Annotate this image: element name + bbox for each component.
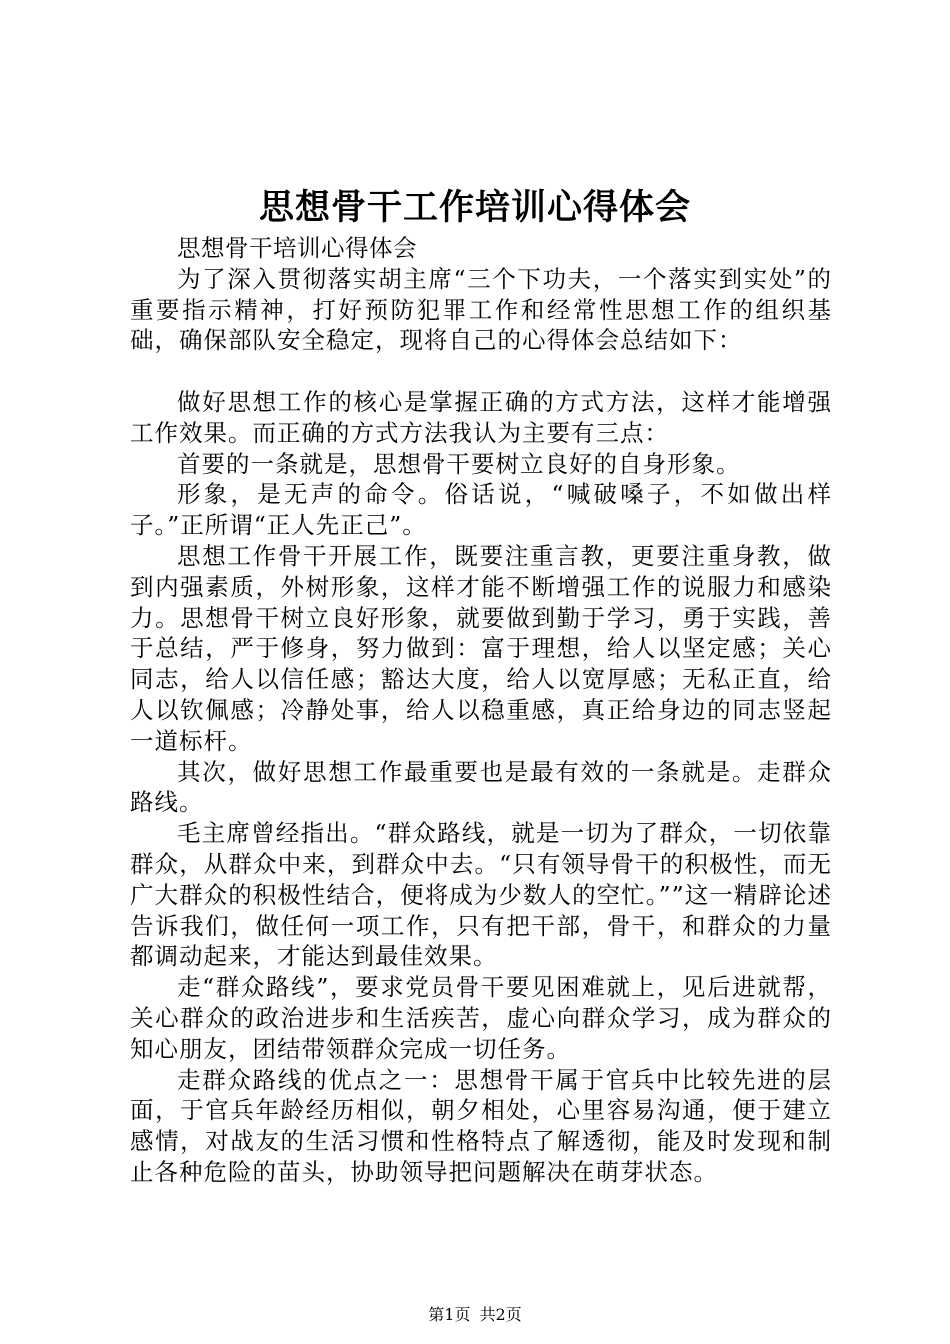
page-footer — [0, 1305, 950, 1325]
intro-paragraph: 为了深入贯彻落实胡主席“三个下功夫，一个落实到实处”的重要指示精神，打好预防犯罪工作和经常性思想工作的组织基础，确保部队安全稳定，现将自己的心得体会总结如下： — [130, 264, 832, 355]
blank-line — [130, 356, 832, 387]
mass-line-paragraph: 走“群众路线”，要求党员骨干要见困难就上，见后进就帮，关心群众的政治进步和生活疾苦，虚心向群众学习，成为群众的知心朋友，团结带领群众完成一切任务。 — [130, 973, 832, 1063]
subtitle-paragraph: 思想骨干培训心得体会 — [177, 234, 417, 262]
core-method-paragraph: 做好思想工作的核心是掌握正确的方式方法，这样才能增强工作效果。而正确的方式方法我认为主要有三点： — [130, 387, 832, 447]
document-body — [130, 233, 832, 1188]
page-total: 共2页 — [479, 1305, 522, 1324]
first-point-paragraph: 首要的一条就是，思想骨干要树立良好的自身形象。 — [177, 449, 741, 478]
page-number: 第1页 — [428, 1305, 471, 1324]
advantage-paragraph: 走群众路线的优点之一：思想骨干属于官兵中比较先进的层面，于官兵年龄经历相似，朝夕相处，心里容易沟通，便于建立感情，对战友的生活习惯和性格特点了解透彻，能及时发现和制止各种危险的苗头，协助领导把问题解决在萌芽状态。 — [130, 1065, 832, 1186]
backbone-work-paragraph: 思想工作骨干开展工作，既要注重言教，更要注重身教，做到内强素质，外树形象，这样才能不断增强工作的说服力和感染力。思想骨干树立良好形象，就要做到勤于学习，勇于实践，善于总结，严于修身，努力做到：富于理想，给人以坚定感；关心同志，给人以信任感；豁达大度，给人以宽厚感；无私正直，给人以钦佩感；冷静处事，给人以稳重感，真正给身边的同志竖起一道标杆。 — [130, 541, 832, 755]
image-paragraph: 形象，是无声的命令。俗话说，“喊破嗓子，不如做出样子。”正所谓“正人先正己”。 — [130, 480, 832, 540]
document-title: 思想骨干工作培训心得体会 — [258, 187, 691, 228]
mao-quote-paragraph: 毛主席曾经指出。“群众路线，就是一切为了群众，一切依靠群众，从群众中来，到群众中去。“只有领导骨干的积极性，而无广大群众的积极性结合，便将成为少数人的空忙。””这一精辟论述告诉我们，做任何一项工作，只有把干部，骨干，和群众的力量都调动起来，才能达到最佳效果。 — [130, 819, 832, 971]
second-point-paragraph: 其次，做好思想工作最重要也是最有效的一条就是。走群众路线。 — [130, 757, 832, 817]
